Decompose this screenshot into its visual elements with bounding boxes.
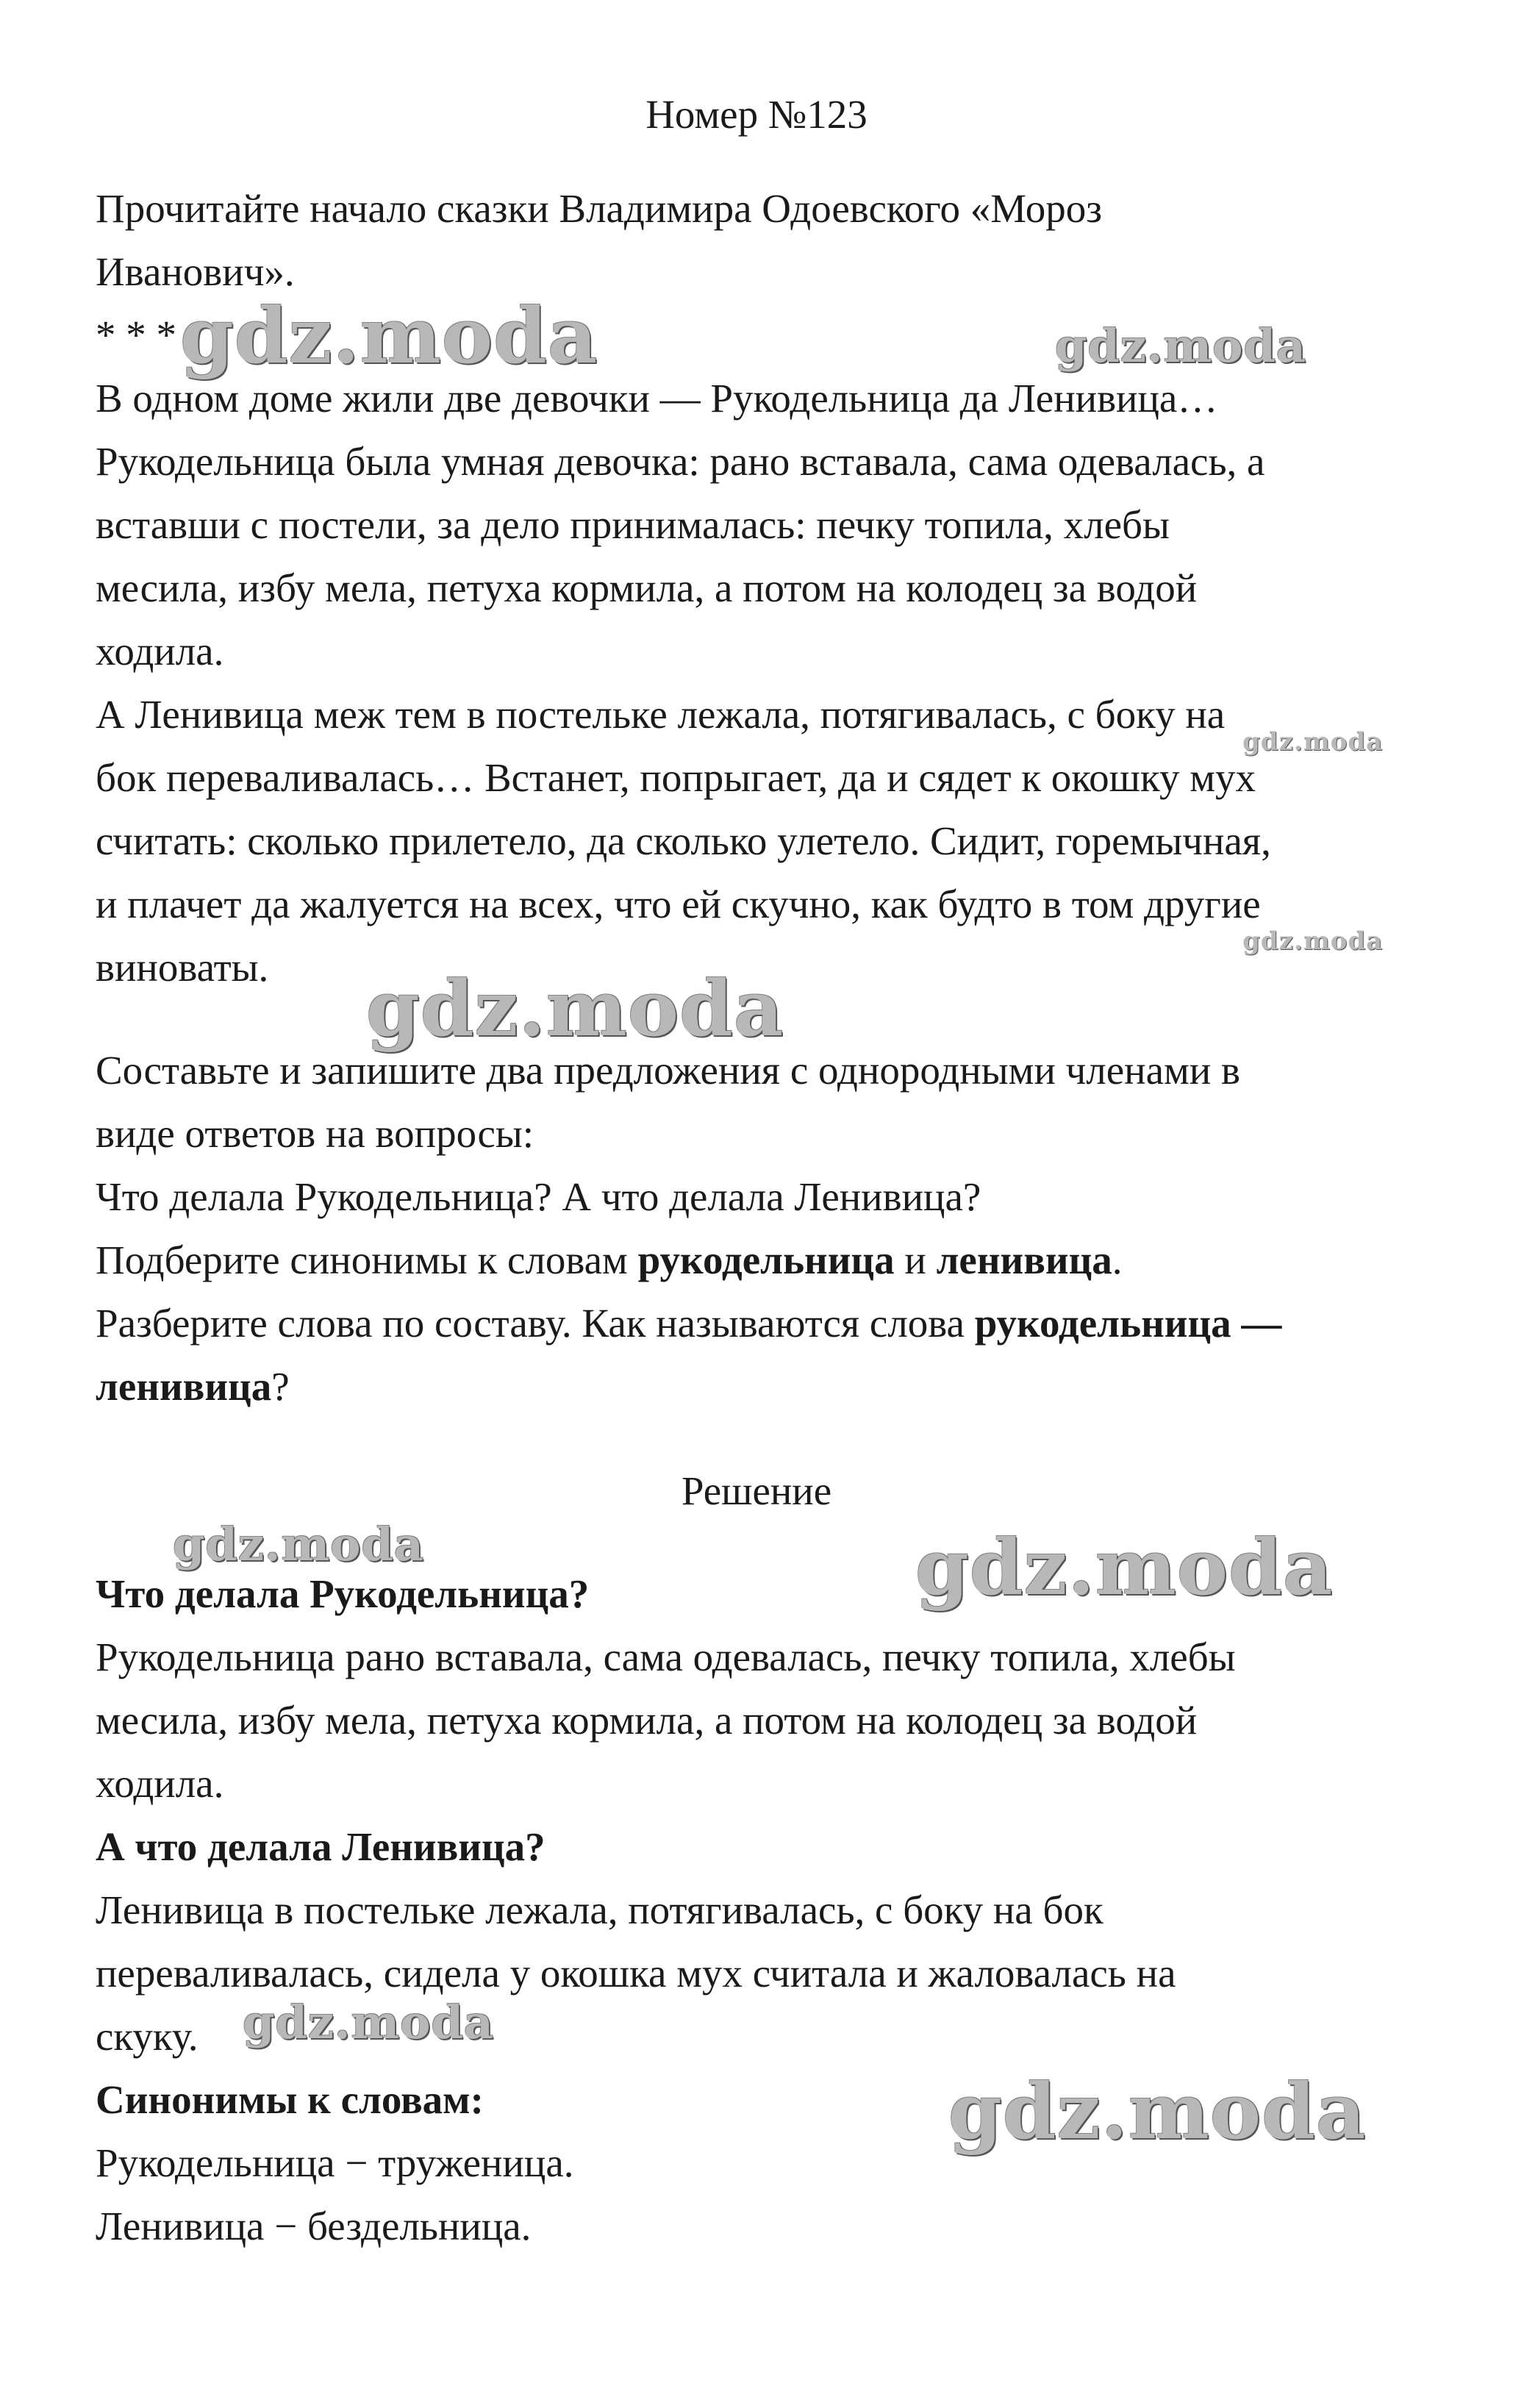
- synonyms-heading: Синонимы к словам:: [96, 2077, 484, 2122]
- task-intro-line: Иванович».: [96, 249, 295, 294]
- answer-heading: А что делала Ленивица?: [96, 1824, 546, 1869]
- section-separator: * * *: [96, 312, 176, 357]
- keyword-pair: рукодельница —: [974, 1301, 1282, 1346]
- answer-heading: Что делала Рукодельница?: [96, 1571, 590, 1616]
- answer-line: Ленивица в постельке лежала, потягивалась, с боку на бок: [96, 1887, 1104, 1932]
- keyword-pair: ленивица: [96, 1364, 272, 1409]
- story-line: месила, избу мела, петуха кормила, а потом на колодец за водой: [96, 565, 1198, 610]
- watermark: gdz.moda: [180, 290, 598, 381]
- story-line: вставши с постели, за дело принималась: печку топила, хлебы: [96, 502, 1170, 547]
- synonym-line: Ленивица − бездельница.: [96, 2204, 532, 2248]
- page-title: Номер №123: [645, 92, 868, 137]
- watermark: gdz.moda: [948, 2066, 1367, 2157]
- watermark: gdz.moda: [366, 963, 784, 1054]
- analysis-task-cont: ленивица?: [96, 1364, 290, 1409]
- question-line: виде ответов на вопросы:: [96, 1111, 534, 1156]
- synonym-line: Рукодельница − труженица.: [96, 2140, 574, 2185]
- analysis-task: Разберите слова по составу. Как называются слова рукодельница —: [96, 1301, 1282, 1346]
- keyword-rukodelnitsa: рукодельница: [637, 1237, 895, 1282]
- question-line: Что делала Рукодельница? А что делала Ленивица?: [96, 1174, 981, 1219]
- story-line: ходила.: [96, 629, 224, 674]
- task-intro-line: Прочитайте начало сказки Владимира Одоевского «Мороз: [96, 186, 1102, 231]
- watermark: gdz.moda: [1055, 319, 1306, 373]
- story-line: виноваты.: [96, 945, 269, 990]
- story-line: В одном доме жили две девочки — Рукодельница да Ленивица…: [96, 376, 1218, 421]
- watermark: gdz.moda: [173, 1518, 424, 1571]
- keyword-lenivitsa: ленивица: [936, 1237, 1112, 1282]
- story-line: считать: сколько прилетело, да сколько улетело. Сидит, горемычная,: [96, 818, 1271, 863]
- answer-line: ходила.: [96, 1761, 224, 1806]
- answer-line: скуку.: [96, 2014, 198, 2059]
- synonyms-task: Подберите синонимы к словам рукодельница и ленивица.: [96, 1237, 1123, 1282]
- watermark: gdz.moda: [1242, 727, 1384, 757]
- story-line: Рукодельница была умная девочка: рано вставала, сама одевалась, а: [96, 439, 1265, 484]
- answer-line: Рукодельница рано вставала, сама одевалась, печку топила, хлебы: [96, 1634, 1236, 1679]
- question-line: Составьте и запишите два предложения с однородными членами в: [96, 1048, 1240, 1093]
- story-line: бок переваливалась… Встанет, попрыгает, да и сядет к окошку мух: [96, 755, 1256, 800]
- solution-title: Решение: [681, 1468, 832, 1513]
- story-line: А Ленивица меж тем в постельке лежала, потягивалась, с боку на: [96, 692, 1226, 737]
- watermark: gdz.moda: [915, 1522, 1334, 1612]
- answer-line: месила, избу мела, петуха кормила, а потом на колодец за водой: [96, 1698, 1198, 1743]
- answer-line: переваливалась, сидела у окошка мух считала и жаловалась на: [96, 1951, 1176, 1996]
- watermark: gdz.moda: [243, 1996, 494, 2049]
- watermark: gdz.moda: [1242, 926, 1384, 956]
- story-line: и плачет да жалуется на всех, что ей скучно, как будто в том другие: [96, 882, 1261, 926]
